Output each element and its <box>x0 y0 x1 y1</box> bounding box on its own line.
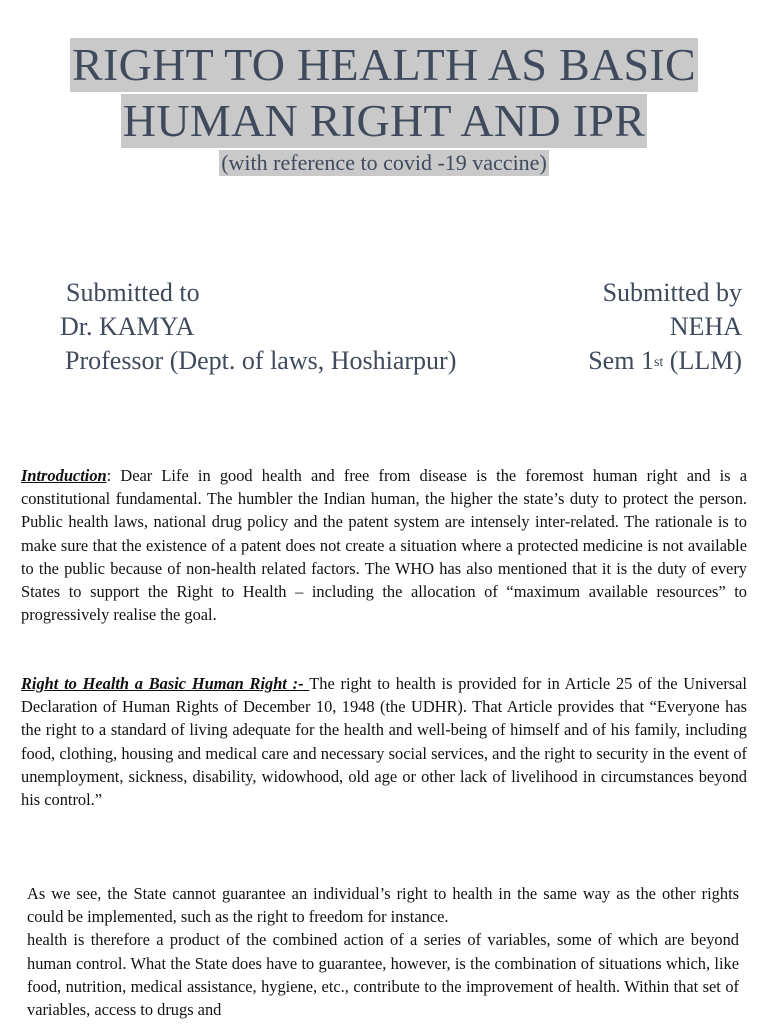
right-to-health-text: The right to health is provided for in Article 25 of the Universal Declaration of Human Rights of December 10, 1948 (the UDHR). That Article provides that “Everyone has the right to a standard of living adequate for the health and well-being of himself and of his family, including food, clothing, housing and medical care and necessary social services, and the right to security in the event of unemployment, sickness, disability, widowhood, old age or other lack of livelihood in circumstances beyond his control.” <box>21 674 747 810</box>
submitted-to-label: Submitted to <box>66 278 200 307</box>
submitted-to-designation: Professor (Dept. of laws, Hoshiarpur) <box>65 346 457 375</box>
as-we-see-line-1: As we see, the State cannot guarantee an individual’s right to health in the same way as the other rights could be implemented, such as the right to freedom for instance. <box>27 884 739 927</box>
submitted-by-block <box>588 276 742 378</box>
introduction-heading: Introduction <box>21 466 107 485</box>
document-title <box>0 38 768 176</box>
right-to-health-paragraph <box>21 672 747 811</box>
submitted-to-name: Dr. KAMYA <box>60 312 195 341</box>
as-we-see-line-2: health is therefore a product of the combined action of a series of variables, some of which are beyond human control. What the State does have to guarantee, however, is the combination of situations which, like food, nutrition, medical assistance, hygiene, etc., contribute to the improvement of health. Within that set of variables, access to drugs and <box>27 930 739 1020</box>
subtitle: (with reference to covid -19 vaccine) <box>221 150 547 175</box>
introduction-text: Dear Life in good health and free from disease is the foremost human right and is a constitutional fundamental. The humbler the Indian human, the higher the state’s duty to protect the person. Public health laws, national drug policy and the patent system are intensely inter-related. The rationale is to make sure that the existence of a patent does not create a situation where a protected medicine is not available to the public because of non-health related factors. The WHO has also mentioned that it is the duty of every States to support the Right to Health – including the allocation of “maximum available resources” to progressively realise the goal. <box>21 466 747 625</box>
semester-superscript: st <box>653 355 664 370</box>
right-to-health-heading: Right to Health a Basic Human Right :- <box>21 674 310 693</box>
submitted-by-semester <box>588 344 742 378</box>
introduction-paragraph <box>21 464 747 626</box>
introduction-separator: : <box>106 466 121 485</box>
title-line-2: HUMAN RIGHT AND IPR <box>122 95 646 146</box>
submitted-by-label: Submitted by <box>602 278 742 307</box>
submitted-to-block <box>60 276 456 378</box>
semester-suffix: (LLM) <box>663 346 742 375</box>
as-we-see-paragraph <box>27 882 739 1021</box>
title-line-1: RIGHT TO HEALTH AS BASIC <box>71 39 697 90</box>
semester-prefix: Sem 1 <box>588 346 654 375</box>
submitted-by-name: NEHA <box>669 312 742 341</box>
